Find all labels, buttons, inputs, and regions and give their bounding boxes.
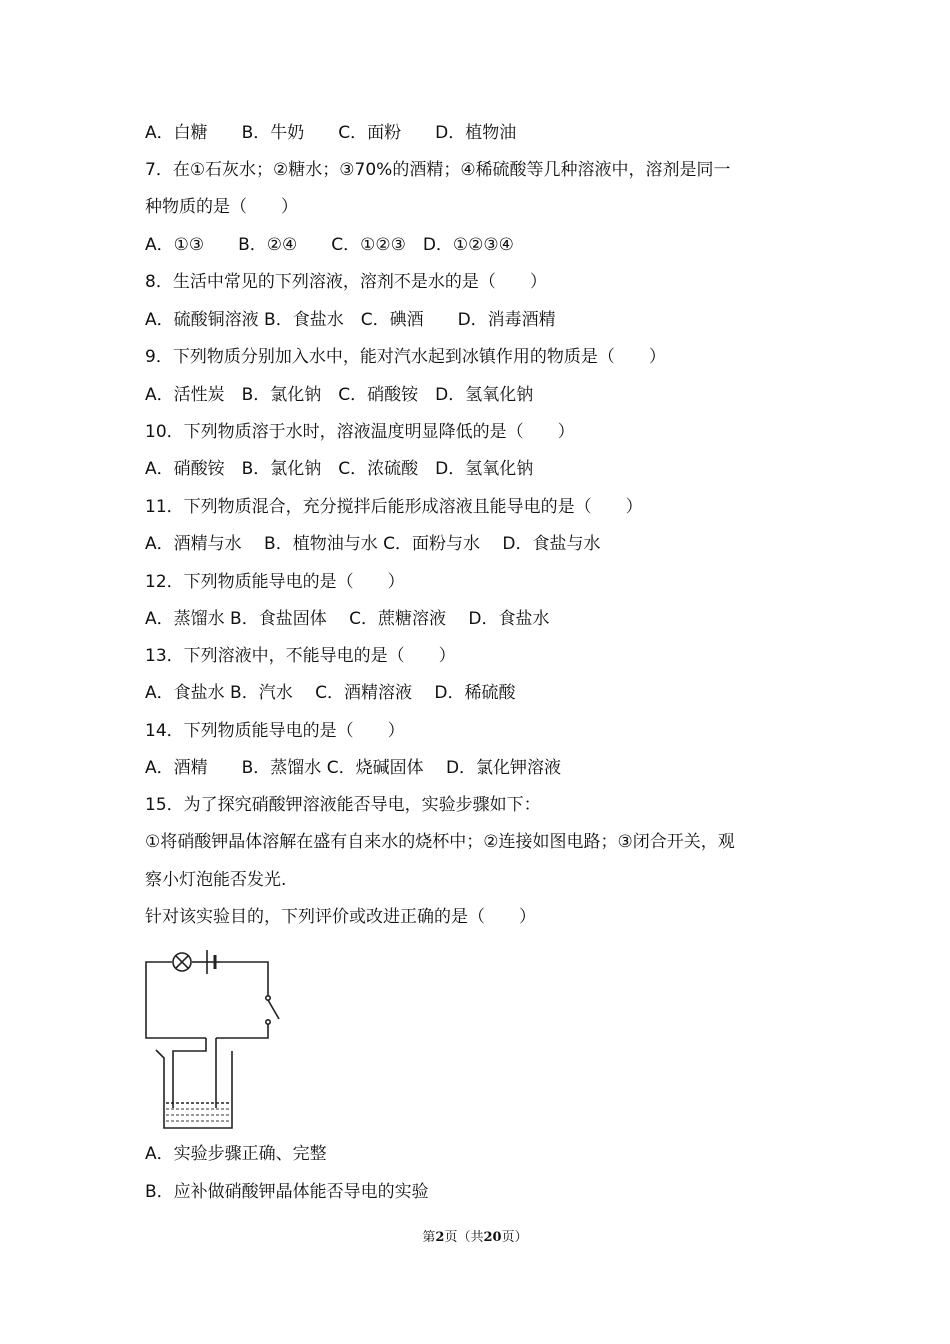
- line-6: 9．下列物质分别加入水中，能对汽水起到冰镇作用的物质是（ ）: [145, 347, 666, 367]
- wire-right: [220, 962, 268, 996]
- line-3: A．①③ B．②④ C．①②③ D．①②③④: [145, 235, 514, 255]
- line-15: A．食盐水 B．汽水 C．酒精溶液 D．稀硫酸: [145, 683, 516, 703]
- line-5: A．硫酸铜溶液 B．食盐水 C．碘酒 D．消毒酒精: [145, 310, 556, 330]
- circuit-diagram: [138, 948, 288, 1134]
- line-9: A．硝酸铵 B．氯化钠 C．浓硫酸 D．氢氧化钠: [145, 459, 534, 479]
- wire-bottom-right: [216, 1024, 268, 1038]
- line-11: A．酒精与水 B．植物油与水 C．面粉与水 D．食盐与水: [145, 534, 601, 554]
- line-21: 针对该实验目的，下列评价或改进正确的是（ ）: [145, 907, 536, 927]
- line-0: A．白糖 B．牛奶 C．面粉 D．植物油: [145, 123, 517, 143]
- wire-top-left: [146, 962, 206, 1038]
- line-14: 13．下列溶液中，不能导电的是（ ）: [145, 646, 456, 666]
- line-19: ①将硝酸钾晶体溶解在盛有自来水的烧杯中；②连接如图电路；③闭合开关，观: [145, 832, 735, 852]
- line-2: 种物质的是（ ）: [145, 197, 298, 217]
- liquid: [166, 1109, 230, 1121]
- electrode-left: [173, 1038, 206, 1108]
- line-7: A．活性炭 B．氯化钠 C．硝酸铵 D．氢氧化钠: [145, 385, 534, 405]
- line-23: B．应补做硝酸钾晶体能否导电的实验: [145, 1182, 429, 1202]
- line-17: A．酒精 B．蒸馏水 C．烧碱固体 D．氯化钾溶液: [145, 758, 562, 778]
- beaker: [156, 1050, 232, 1128]
- page-footer: [0, 1226, 950, 1245]
- line-8: 10．下列物质溶于水时，溶液温度明显降低的是（ ）: [145, 422, 575, 442]
- line-13: A．蒸馏水 B．食盐固体 C．蔗糖溶液 D．食盐水: [145, 609, 550, 629]
- switch-contact-top: [266, 996, 270, 1000]
- switch-lever: [268, 1000, 279, 1019]
- footer-page-number: 2: [435, 1230, 445, 1245]
- line-4: 8．生活中常见的下列溶液，溶剂不是水的是（ ）: [145, 272, 547, 292]
- line-16: 14．下列物质能导电的是（ ）: [145, 721, 405, 741]
- footer-total-pages: 20: [483, 1230, 502, 1245]
- footer-prefix: 第: [422, 1230, 436, 1245]
- line-1: 7．在①石灰水；②糖水；③70%的酒精；④稀硫酸等几种溶液中，溶剂是同一: [145, 160, 731, 180]
- line-12: 12．下列物质能导电的是（ ）: [145, 572, 405, 592]
- footer-mid: 页（共: [444, 1230, 484, 1245]
- line-22: A．实验步骤正确、完整: [145, 1144, 327, 1164]
- line-18: 15．为了探究硝酸钾溶液能否导电，实验步骤如下：: [145, 795, 541, 815]
- switch-contact-bottom: [266, 1020, 270, 1024]
- footer-suffix: 页）: [501, 1230, 528, 1245]
- line-20: 察小灯泡能否发光.: [145, 870, 287, 890]
- line-10: 11．下列物质混合，充分搅拌后能形成溶液且能导电的是（ ）: [145, 497, 643, 517]
